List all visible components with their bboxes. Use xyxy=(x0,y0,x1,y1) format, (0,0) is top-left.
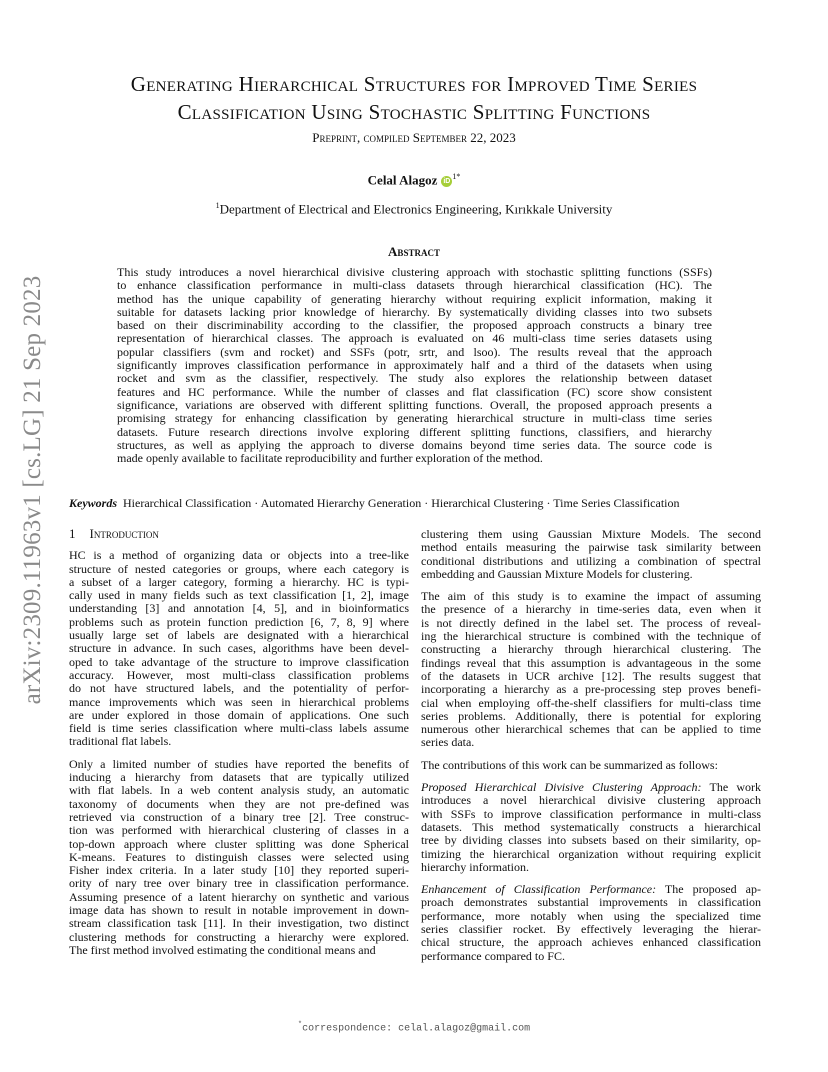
footnote xyxy=(80,1021,748,1034)
text-line: top-down approach where cluster splitting was done Spherical xyxy=(69,836,409,851)
text-line: is not directly defined in the label set. The process of reveal- xyxy=(421,615,761,630)
text-line: numerous other hierarchical schemes that can be applied to time xyxy=(421,722,761,737)
text-line: inducing a hierarchy from datasets that are typically utilized xyxy=(69,770,409,785)
text-line: introduces a novel hierarchical divisive clustering approach xyxy=(421,793,761,808)
paragraph xyxy=(69,758,409,957)
paragraph xyxy=(69,549,409,748)
text-line: cial when employing off-the-shelf classifiers for multi-class time xyxy=(421,695,761,710)
text-line: clustering them using Gaussian Mixture Models. The second xyxy=(421,527,761,541)
text-line: do not have structured labels, and the potentiality of perfor- xyxy=(69,681,409,696)
abstract-line: features and HC performance. While the number of classes and flat classification (FC) score show consistent xyxy=(117,384,712,399)
text-line xyxy=(421,883,761,896)
paper-title xyxy=(80,70,748,126)
text-line: taxonomy of documents when they are not pre-defined was xyxy=(69,796,409,811)
text-line: K-means. Features to distinguish classes were selected using xyxy=(69,849,409,864)
keywords-text: Hierarchical Classification · Automated Hierarchy Generation · Hierarchical Clustering · Time Series Classification xyxy=(123,496,680,510)
text-line: usually large set of labels are designated with a hierarchical xyxy=(69,628,409,643)
text-line: datasets. This method systematically constructs a hierarchical xyxy=(421,819,761,834)
left-column xyxy=(69,527,409,966)
text-line: The first method involved estimating the conditional means and xyxy=(69,942,376,957)
affiliation-mark: 1 xyxy=(215,201,220,210)
text-line: incorporating a hierarchy as a pre-processing step proves benefi- xyxy=(421,682,761,697)
text-line: findings reveal that this assumption is advantageous in the some xyxy=(421,655,761,670)
text-line: of the datasets in UCR archive [12]. The results suggest that xyxy=(421,668,761,683)
footnote-text[interactable]: correspondence: celal.alagoz@gmail.com xyxy=(302,1023,531,1035)
abstract-line: rocket and svm as the classifier, respectively. The study also explores the relationship between dataset xyxy=(117,371,712,386)
text-line: with SSFs to improve classification performance in multi-class xyxy=(421,806,761,821)
text-line: image data has shown to result in notable improvement in down- xyxy=(69,903,409,918)
affiliation-text: Department of Electrical and Electronics Engineering, Kırıkkale University xyxy=(219,201,613,217)
text-line: proach demonstrates substantial improvements in classification xyxy=(421,895,761,910)
text-line: Assuming presence of a latent hierarchy on synthetic and various xyxy=(69,889,409,904)
keywords-label: Keywords xyxy=(69,496,117,510)
contribution-title: Enhancement of Classification Performance: xyxy=(421,882,657,897)
keywords xyxy=(69,496,680,511)
abstract-line: promising strategy for enhancing classification by generating hierarchical structure in multi-class time series xyxy=(117,411,712,426)
text-line: clustering methods for constructing a hierarchy were explored. xyxy=(69,929,409,944)
text-line: oped to take advantage of the structure to improve classification xyxy=(69,654,409,669)
text-line: the presence of a hierarchy in time-series data, even when it xyxy=(421,602,761,617)
abstract-line: suitable for datasets lacking prior knowledge of hierarchy. By systematically dividing classes into two subsets xyxy=(117,304,712,319)
text-line: tree by dividing classes into subsets based on their similarity, op- xyxy=(421,833,761,848)
abstract-line: popular classifiers (svm and rocket) and SSFs (potr, srtr, and lsoo). The results reveal that the approach xyxy=(117,344,712,359)
text-line: field is time series classification where multi-class labels assume xyxy=(69,721,409,736)
text-line: a subset of a larger category, forming a hierarchy. HC is typi- xyxy=(69,574,409,589)
abstract-line: structures, as well as applying the approach to diverse domains beyond time series data. The source code is xyxy=(117,437,712,452)
abstract-line: representation of hierarchical classes. The approach is evaluated on 46 multi-class time series datasets using xyxy=(117,331,712,346)
text-line: ing the hierarchical structure is combined with the technique of xyxy=(421,629,761,644)
contribution-item xyxy=(421,781,761,874)
text-line: understanding [3] and annotation [4, 5], and in bioinformatics xyxy=(69,601,409,616)
text-line: series data. xyxy=(421,735,475,750)
text-line: ority of nary tree over binary tree in classification performance. xyxy=(69,876,409,891)
abstract-line: method has the unique capability of generating hierarchy without requiring explicit information, making it xyxy=(117,291,712,306)
text-line: conditional distributions and utilizing a combination of spectral xyxy=(421,553,761,568)
paragraph xyxy=(421,590,761,750)
text-line: are under explored in those domain of applications. One such xyxy=(69,707,409,722)
arxiv-identifier: arXiv:2309.11963v1 [cs.LG] 21 Sep 2023 xyxy=(19,275,46,705)
text-line: constructing a hierarchy through hierarchical clustering. The xyxy=(421,642,761,657)
affiliation xyxy=(80,201,748,217)
abstract-line: based on their discriminability according to the classifier, the proposed approach constructs a binary tree xyxy=(117,318,712,333)
abstract-line: significance, variations are observed with different splitting functions. Overall, the proposed approach presents a xyxy=(117,397,712,412)
text-line: embedding and Gaussian Mixture Models for clustering. xyxy=(421,566,693,581)
paragraph xyxy=(421,759,761,772)
text-line: The contributions of this work can be summarized as follows: xyxy=(421,757,718,772)
abstract-line: made openly available to facilitate reproducibility and further exploration of the method. xyxy=(117,451,543,466)
orcid-icon[interactable]: iD xyxy=(443,178,451,186)
text-line: timizing the hierarchical organization without requiring explicit xyxy=(421,846,761,861)
right-column xyxy=(421,528,761,972)
title-line: Classification Using Stochastic Splitting Functions xyxy=(177,100,651,124)
text-line: performance compared to FC. xyxy=(421,948,565,963)
text-line: Only a limited number of studies have reported the benefits of xyxy=(69,756,409,771)
abstract-heading: Abstract xyxy=(388,244,440,259)
section-heading xyxy=(69,527,409,540)
paragraph xyxy=(421,528,761,581)
text-line: series problems. Additionally, there is potential for exploring xyxy=(421,708,761,723)
author-block xyxy=(80,172,748,188)
abstract-line: to enhance classification performance in multi-class datasets through hierarchical classification (HC). The xyxy=(117,278,712,293)
contribution-title: Proposed Hierarchical Divisive Clustering Approach: xyxy=(421,780,702,795)
text-line: chical structure, the approach achieves enhanced classification xyxy=(421,935,761,950)
contribution-item xyxy=(421,883,761,963)
arxiv-sidebar xyxy=(8,275,58,705)
text-line: method entails measuring the pairwise task similarity between xyxy=(421,540,761,555)
text-line: performance, more notably when using the specialized time xyxy=(421,908,761,923)
title-line: Generating Hierarchical Structures for Improved Time Series xyxy=(130,72,698,96)
abstract-line: This study introduces a novel hierarchical divisive clustering approach with stochastic splitting functions (SSFs) xyxy=(117,265,712,279)
text-span: The work xyxy=(701,780,761,795)
text-line: Fisher index criteria. In a later study [10] they reported superi- xyxy=(69,863,409,878)
text-line: traditional flat labels. xyxy=(69,734,172,749)
abstract-line: significantly improves classification performance in approximately half and a third of the datasets when using xyxy=(117,358,712,373)
text-line: problems such as protein function prediction [6, 7, 8, 9] where xyxy=(69,614,409,629)
preprint-line: Preprint, compiled September 22, 2023 xyxy=(312,130,516,145)
text-line: The aim of this study is to examine the impact of assuming xyxy=(421,589,761,604)
text-span: The proposed ap- xyxy=(656,882,761,897)
text-line: structure of nested categories or groups, where each category is xyxy=(69,561,409,576)
text-line: series classifier rocket. By effectively leveraging the hierar- xyxy=(421,922,761,937)
abstract-line: datasets. Future research directions involve exploring different splitting functions, classifiers, and hierarchy xyxy=(117,424,712,439)
footnote-mark: * xyxy=(297,1021,303,1029)
section-number: 1 xyxy=(69,526,76,541)
text-line: mance improvements which was seen in hierarchical problems xyxy=(69,694,409,709)
abstract-body xyxy=(117,266,712,465)
text-line: retrieved via construction of a binary tree [2]. Tree construc- xyxy=(69,809,409,824)
author-mark: 1* xyxy=(452,172,461,181)
text-line xyxy=(421,781,761,794)
text-line: stream classification task [11]. In their investigation, two distinct xyxy=(69,916,409,931)
text-line: with flat labels. In a web content analysis study, an automatic xyxy=(69,783,409,798)
text-line: accuracy. However, most multi-class classification problems xyxy=(69,667,409,682)
section-title: Introduction xyxy=(89,526,159,541)
text-line: hierarchy information. xyxy=(421,859,529,874)
author-name: Celal Alagoz xyxy=(367,172,438,188)
text-line: HC is a method of organizing data or objects into a tree-like xyxy=(69,548,409,563)
text-line: cally used in many fields such as text classification [1, 2], image xyxy=(69,588,409,603)
text-line: structure in advance. In such cases, algorithms have been devel- xyxy=(69,641,409,656)
text-line: tion was performed with hierarchical clustering of classes in a xyxy=(69,823,409,838)
